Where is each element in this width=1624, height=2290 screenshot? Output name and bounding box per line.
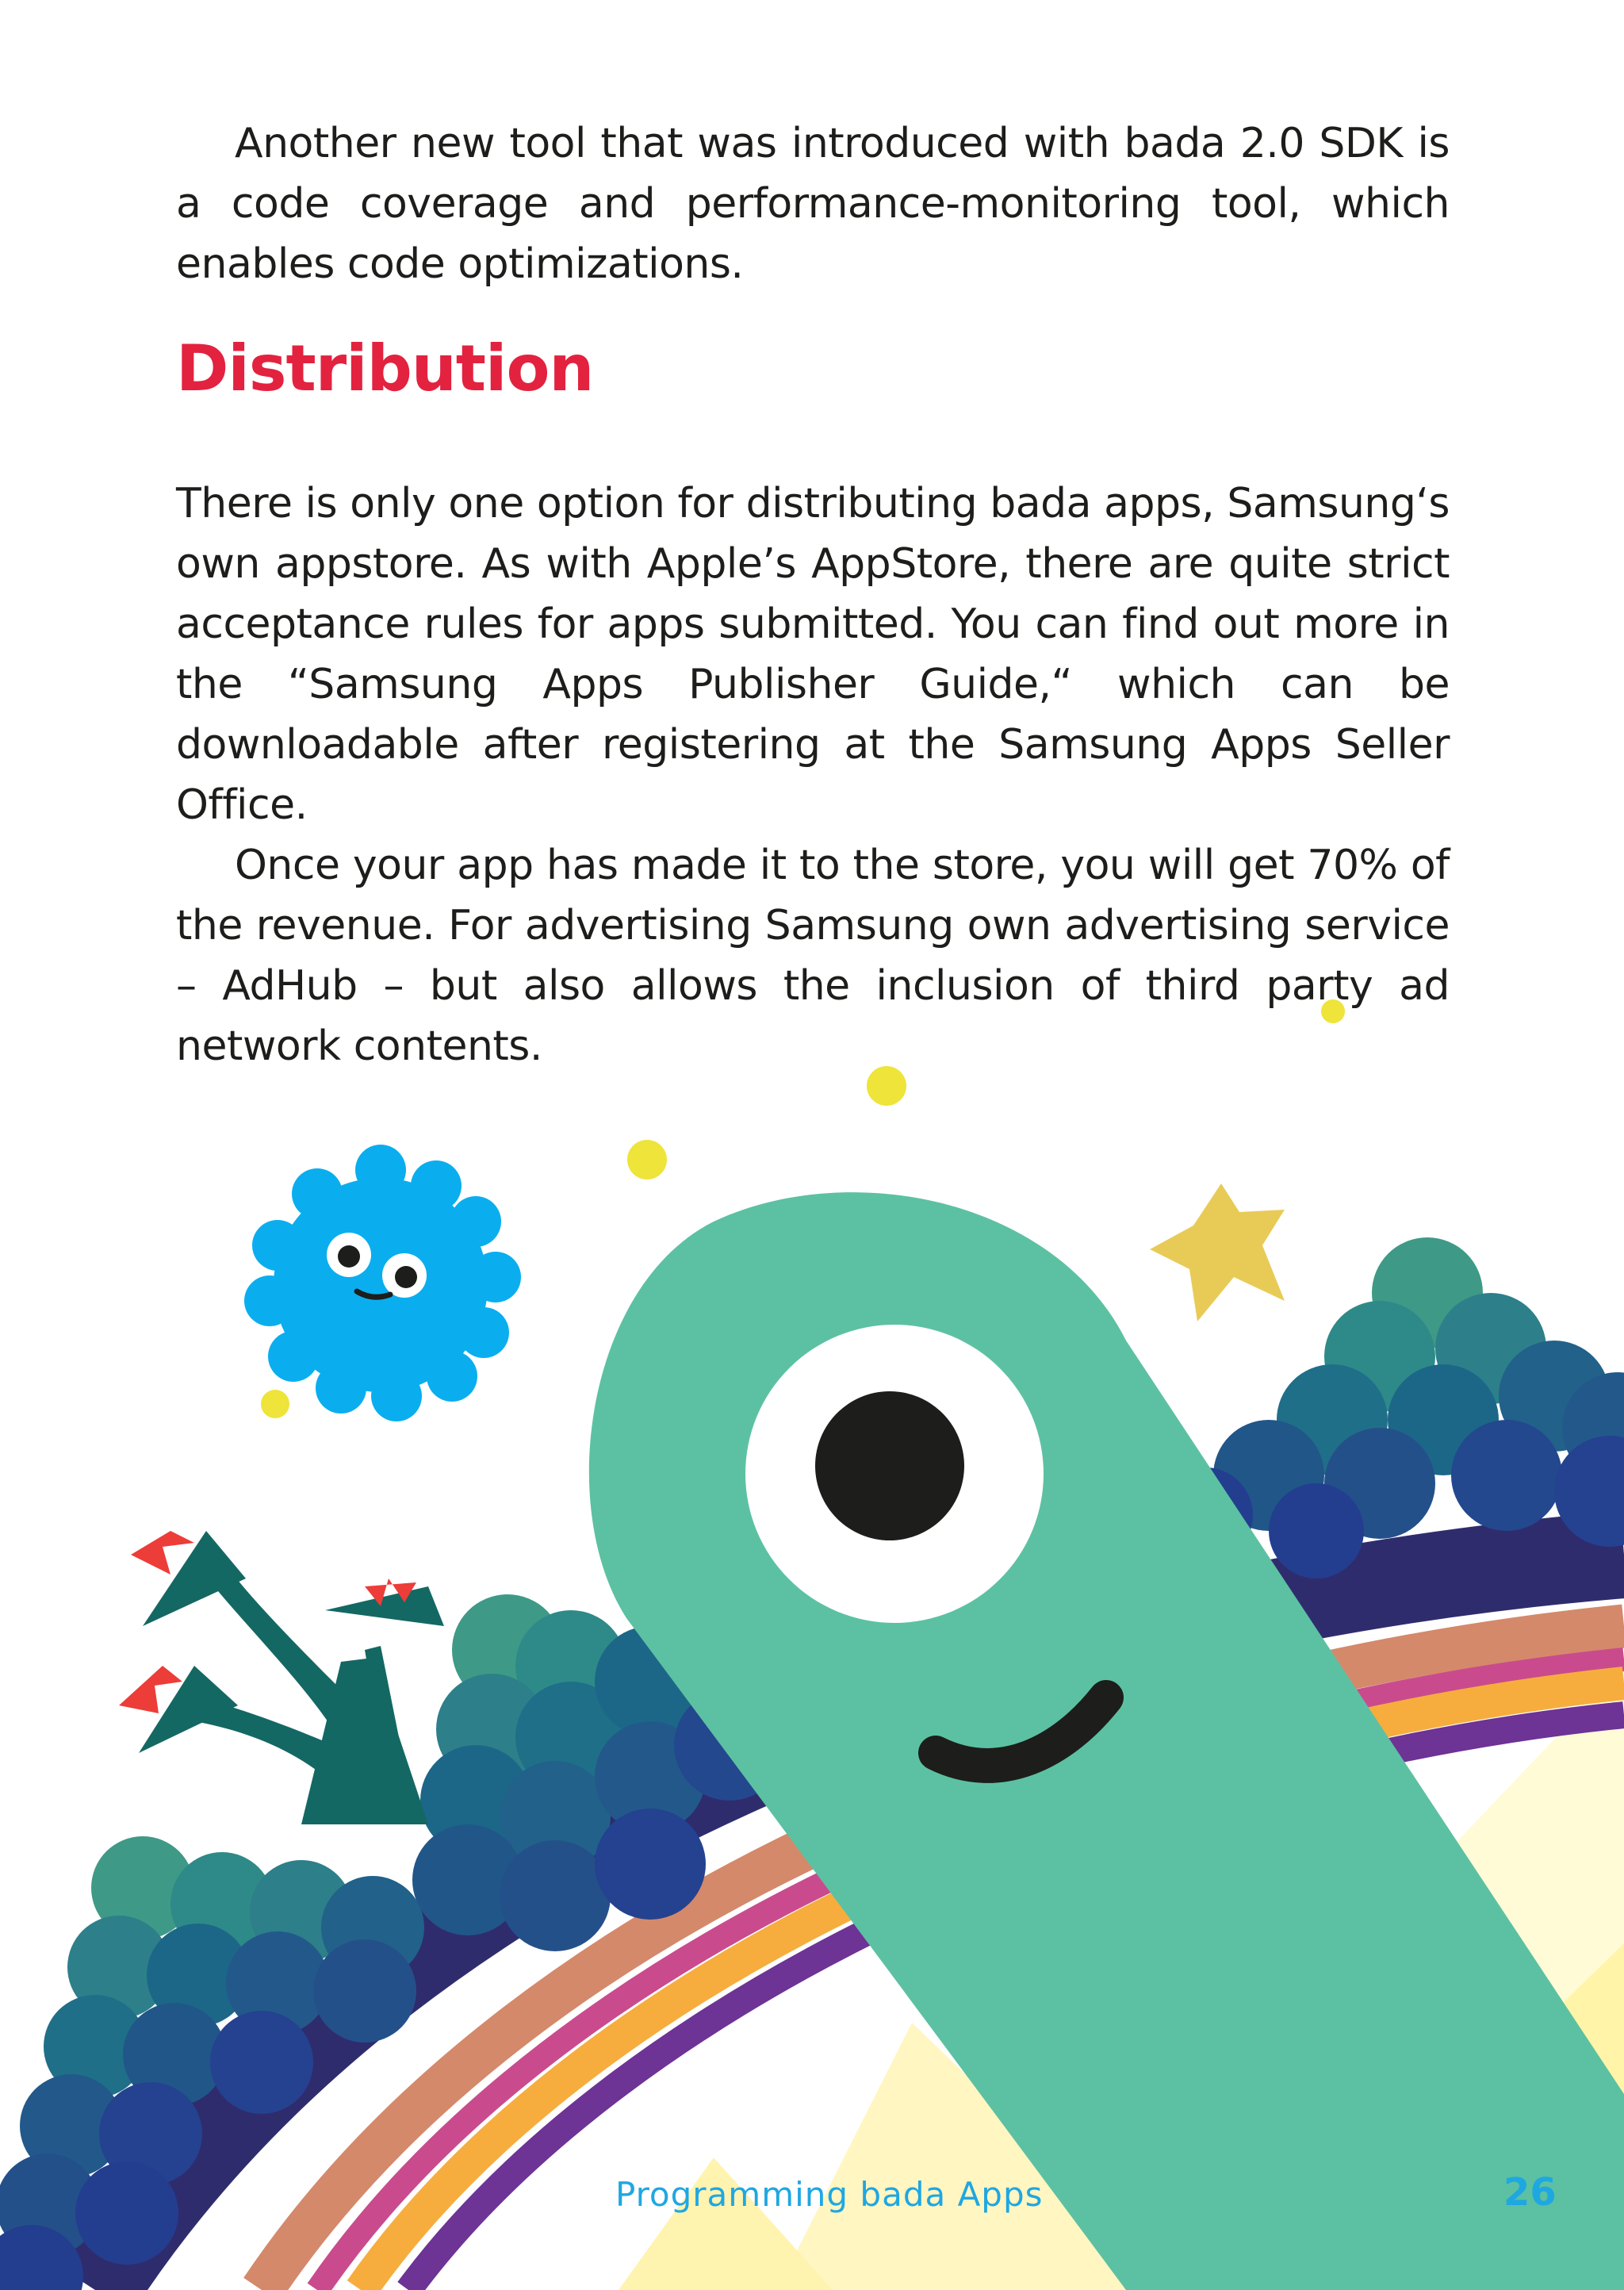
body-paragraph: Once your app has made it to the store, you will get 70% of the revenue. For advertising Samsung own advertising service – AdHub – but also allows the inclusion of third party ad network contents.	[176, 842, 1450, 1070]
section-body	[176, 474, 1450, 1076]
flower-plant-icon	[119, 1531, 444, 1824]
intro-paragraph-block	[176, 113, 1450, 294]
page-number: 26	[1503, 2170, 1557, 2215]
section-heading: Distribution	[176, 332, 594, 405]
intro-paragraph: Another new tool that was introduced with bada 2.0 SDK is a code coverage and performance-monitoring tool, which enables code optimizations.	[176, 120, 1450, 288]
star-icon	[1150, 1183, 1285, 1321]
footer-title: Programming bada Apps	[615, 2175, 1044, 2214]
body-paragraph: There is only one option for distributing bada apps, Samsung‘s own appstore. As with Apple’s AppStore, there are quite strict acceptance rules for apps submitted. You can find out more in the “Samsung Apps Publisher Guide,“ which can be downloadable after registering at the Samsung Apps Seller Office.	[176, 480, 1450, 829]
fluffy-monster-icon	[244, 1145, 521, 1421]
